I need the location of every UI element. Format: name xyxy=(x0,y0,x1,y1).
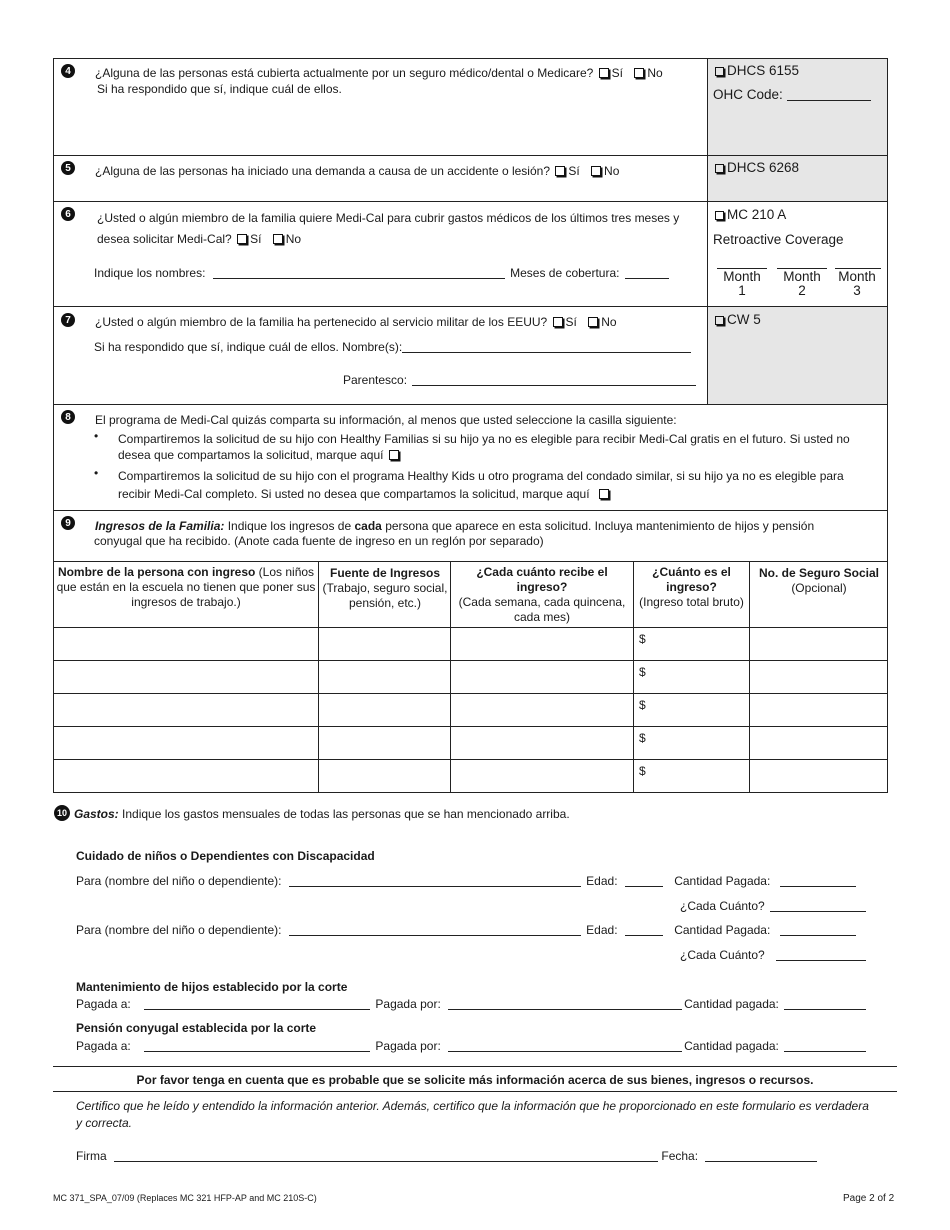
child-support-amount-field[interactable] xyxy=(784,997,866,1010)
retroactive-coverage-label: Retroactive Coverage xyxy=(713,232,844,247)
healthy-kids-optout-checkbox[interactable] xyxy=(599,489,609,499)
income-row-4-dollar: $ xyxy=(639,731,646,745)
date-field[interactable] xyxy=(705,1149,817,1162)
q6-number: 6 xyxy=(61,207,75,221)
footer-form-id: MC 371_SPA_07/09 (Replaces MC 321 HFP-AP and MC 210S-C) xyxy=(53,1193,317,1203)
q6-no-checkbox[interactable] xyxy=(273,234,283,244)
q8-intro: El programa de Medi-Cal quizás comparta su información, al menos que usted seleccione la casilla siguiente: xyxy=(95,413,677,427)
signature-label: Firma xyxy=(76,1149,107,1163)
alimony-paid-by-field[interactable] xyxy=(448,1039,682,1052)
q4-no-label: No xyxy=(647,66,663,80)
q7-no-checkbox[interactable] xyxy=(588,317,598,327)
care2-how-often-label: ¿Cada Cuánto? xyxy=(680,948,765,962)
cw5-checkbox[interactable] xyxy=(715,316,724,325)
col-header-frequency: ¿Cada cuánto recibe el ingreso? (Cada semana, cada quincena, cada mes) xyxy=(458,565,626,624)
col-header-ssn: No. de Seguro Social (Opcional) xyxy=(758,566,880,595)
q6-no-label: No xyxy=(285,232,302,246)
q6-months-label: Meses de cobertura: xyxy=(510,266,620,280)
q4-yes-label: Sí xyxy=(611,66,623,80)
notice-text: Por favor tenga en cuenta que es probable que se solicite más información acerca de sus bienes, ingresos o recursos. xyxy=(136,1073,814,1087)
alimony-amount-field[interactable] xyxy=(784,1039,866,1052)
q4-number: 4 xyxy=(61,64,75,78)
child-support-paid-by-label: Pagada por: xyxy=(375,997,441,1011)
q6-names-field[interactable] xyxy=(213,266,505,279)
q4-sub: Si ha respondido que sí, indique cuál de ellos. xyxy=(97,82,342,96)
q5-yes-checkbox[interactable] xyxy=(555,166,565,176)
alimony-paid-to-field[interactable] xyxy=(144,1039,370,1052)
col-header-source: Fuente de Ingresos (Trabajo, seguro social, pensión, etc.) xyxy=(322,566,448,610)
col-header-name: Nombre de la persona con ingreso (Los niños que están en la escuela no tienen que poner sus ingresos de trabajo.) xyxy=(56,565,316,609)
q7-names-field[interactable] xyxy=(402,340,691,353)
q9-number: 9 xyxy=(61,516,75,530)
q7-no-label: No xyxy=(601,315,617,329)
certify-line2: y correcta. xyxy=(76,1116,133,1130)
q4-yes-checkbox[interactable] xyxy=(599,68,609,78)
alimony-amount-label: Cantidad pagada: xyxy=(684,1039,779,1053)
q9-text-b: persona que aparece en esta solicitud. Incluya mantenimiento de hijos y pensión xyxy=(385,519,815,533)
month3-word: Month xyxy=(838,269,876,284)
dhcs6155-label: DHCS 6155 xyxy=(727,63,800,78)
q5-no-label: No xyxy=(604,164,620,178)
income-row-1-dollar: $ xyxy=(639,632,646,646)
child-support-paid-to-field[interactable] xyxy=(144,997,370,1010)
q7-relation-field[interactable] xyxy=(412,373,696,386)
q9-text-bold: cada xyxy=(354,519,382,533)
q8-bullet1-line1: Compartiremos la solicitud de su hijo con Healthy Familias si su hijo ya no es elegible para recibir Medi-Cal gratis en el futuro. Si usted no xyxy=(118,432,850,446)
q6-yes-label: Sí xyxy=(250,232,262,246)
ohc-code-label: OHC Code: xyxy=(713,87,783,102)
q5-no-checkbox[interactable] xyxy=(591,166,601,176)
month3-number: 3 xyxy=(853,283,861,298)
care-heading: Cuidado de niños o Dependientes con Discapacidad xyxy=(76,849,375,863)
month1-number: 1 xyxy=(738,283,746,298)
q10-title: Gastos: xyxy=(74,807,119,821)
income-row-5-dollar: $ xyxy=(639,764,646,778)
care1-how-often-field[interactable] xyxy=(770,899,866,912)
bullet-1: • xyxy=(94,429,99,443)
q5-number: 5 xyxy=(61,161,75,175)
q5-yes-label: Sí xyxy=(568,164,580,178)
q6-yes-checkbox[interactable] xyxy=(237,234,247,244)
care2-for-label: Para (nombre del niño o dependiente): xyxy=(76,923,282,937)
income-row-4[interactable] xyxy=(54,727,887,759)
income-row-1[interactable] xyxy=(54,628,887,660)
alimony-paid-by-label: Pagada por: xyxy=(375,1039,441,1053)
footer-page: Page 2 of 2 xyxy=(843,1193,895,1204)
q4-question: ¿Alguna de las personas está cubierta actualmente por un seguro médico/dental o Medicare? xyxy=(95,66,594,80)
care1-amount-label: Cantidad Pagada: xyxy=(674,874,771,888)
care1-age-field[interactable] xyxy=(625,874,663,887)
month2-word: Month xyxy=(783,269,821,284)
q5-question: ¿Alguna de las personas ha iniciado una demanda a causa de un accidente o lesión? xyxy=(95,164,550,178)
child-support-heading: Mantenimiento de hijos establecido por la corte xyxy=(76,980,348,994)
alimony-heading: Pensión conyugal establecida por la corte xyxy=(76,1021,317,1035)
care1-age-label: Edad: xyxy=(586,874,618,888)
income-row-5[interactable] xyxy=(54,760,887,792)
bullet-2: • xyxy=(94,466,99,480)
q7-yes-label: Sí xyxy=(565,315,577,329)
q8-bullet2-line2: recibir Medi-Cal completo. Si usted no desea que compartamos la solicitud, marque aquí xyxy=(118,487,590,501)
q4-no-checkbox[interactable] xyxy=(634,68,644,78)
notice-top-rule xyxy=(53,1066,897,1067)
care2-name-field[interactable] xyxy=(289,923,581,936)
q6-months-field[interactable] xyxy=(625,266,669,279)
cw5-label: CW 5 xyxy=(727,312,761,327)
q7-relation-label: Parentesco: xyxy=(343,373,408,387)
month2-number: 2 xyxy=(798,283,806,298)
care2-age-label: Edad: xyxy=(586,923,618,937)
q7-yes-checkbox[interactable] xyxy=(553,317,563,327)
q9-title: Ingresos de la Familia: xyxy=(95,519,225,533)
q9-text-line2: conyugal que ha recibido. (Anote cada fuente de ingreso en un regIón por separado) xyxy=(94,534,544,548)
q8-bullet2-line1: Compartiremos la solicitud de su hijo con el programa Healthy Kids u otro programa del condado similar, si su hijo ya no es elegible para xyxy=(118,469,844,483)
q8-bullet1-line2: desea que compartamos la solicitud, marque aquí xyxy=(118,448,384,462)
q7-names-label: Si ha respondido que sí, indique cuál de ellos. Nombre(s): xyxy=(94,340,403,354)
dhcs6268-label: DHCS 6268 xyxy=(727,160,800,175)
q10-number: 10 xyxy=(54,805,70,821)
care1-name-field[interactable] xyxy=(289,874,581,887)
q8-number: 8 xyxy=(61,410,75,424)
alimony-paid-to-label: Pagada a: xyxy=(76,1039,131,1053)
q7-question: ¿Usted o algún miembro de la familia ha pertenecido al servicio militar de los EEUU? xyxy=(95,315,548,329)
q10-text: Indique los gastos mensuales de todas las personas que se han mencionado arriba. xyxy=(122,807,570,821)
child-support-paid-by-field[interactable] xyxy=(448,997,682,1010)
q6-names-label: Indique los nombres: xyxy=(94,266,206,280)
month1-word: Month xyxy=(723,269,761,284)
care2-how-often-field[interactable] xyxy=(776,948,866,961)
mc210a-checkbox[interactable] xyxy=(715,211,724,220)
col-header-amount: ¿Cuánto es el ingreso? (Ingreso total bruto) xyxy=(639,565,744,609)
q7-number: 7 xyxy=(61,313,75,327)
child-support-paid-to-label: Pagada a: xyxy=(76,997,131,1011)
q6-question-line2: desea solicitar Medi-Cal? xyxy=(97,232,232,246)
care1-for-label: Para (nombre del niño o dependiente): xyxy=(76,874,282,888)
dhcs6155-checkbox[interactable] xyxy=(715,67,724,76)
child-support-amount-label: Cantidad pagada: xyxy=(684,997,779,1011)
care2-amount-field[interactable] xyxy=(780,923,856,936)
healthy-families-optout-checkbox[interactable] xyxy=(389,450,399,460)
dhcs6268-checkbox[interactable] xyxy=(715,164,724,173)
ohc-code-field[interactable] xyxy=(787,88,871,101)
notice-bottom-rule xyxy=(53,1091,897,1092)
care1-amount-field[interactable] xyxy=(780,874,856,887)
q9-text-a: Indique los ingresos de xyxy=(227,519,352,533)
date-label: Fecha: xyxy=(661,1149,699,1163)
mc210a-label: MC 210 A xyxy=(727,207,787,222)
signature-field[interactable] xyxy=(114,1149,658,1162)
care1-how-often-label: ¿Cada Cuánto? xyxy=(680,899,765,913)
income-row-3-dollar: $ xyxy=(639,698,646,712)
income-row-2[interactable] xyxy=(54,661,887,693)
income-row-2-dollar: $ xyxy=(639,665,646,679)
care2-amount-label: Cantidad Pagada: xyxy=(674,923,771,937)
certify-line1: Certifico que he leído y entendido la información anterior. Además, certifico que la información que he proporcionado en este formulario es verdadera xyxy=(76,1099,869,1113)
q6-question-line1: ¿Usted o algún miembro de la familia quiere Medi-Cal para cubrir gastos médicos de los últimos tres meses y xyxy=(97,211,680,225)
care2-age-field[interactable] xyxy=(625,923,663,936)
income-row-3[interactable] xyxy=(54,694,887,726)
